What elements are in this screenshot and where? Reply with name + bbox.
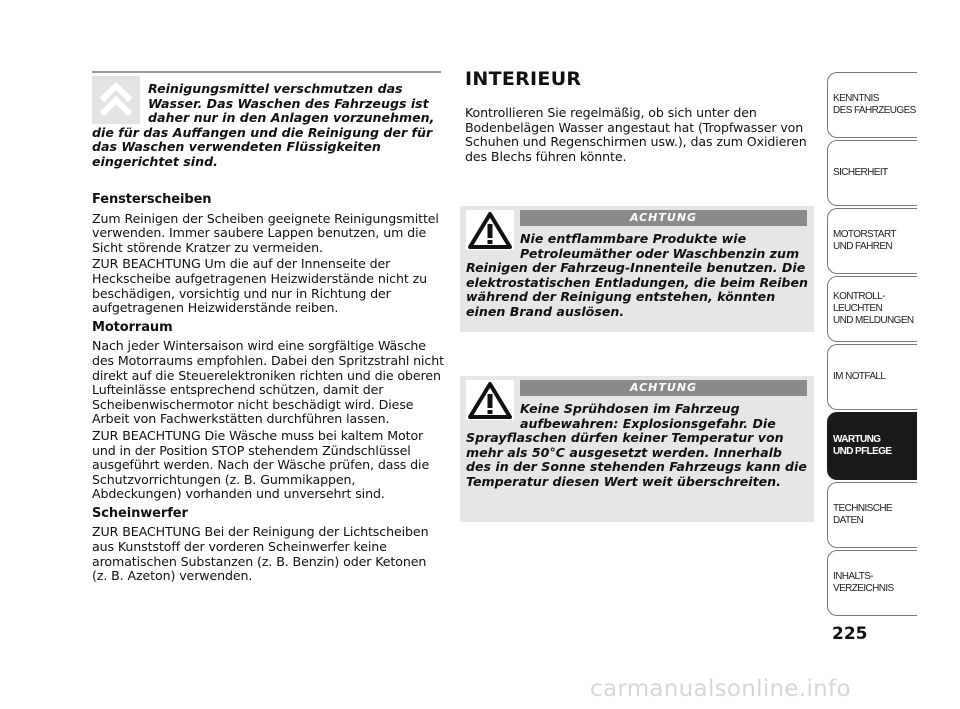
heading-fensterscheiben: Fensterscheiben [92, 192, 212, 207]
tab-motorstart[interactable]: MOTORSTART UND FAHREN [827, 208, 917, 274]
heading-scheinwerfer: Scheinwerfer [92, 505, 188, 521]
tab-im-notfall[interactable]: IM NOTFALL [827, 344, 917, 410]
paragraph-scheinwerfer: ZUR BEACHTUNG Bei der Reinigung der Lichtscheiben aus Kunststoff der vorderen Scheinwerfer keine aromatischen Substanzen (z. B. Benzin) oder Ketonen (z. B. Azeton) verwenden. [92, 524, 429, 584]
heading-motorraum: Motorraum [92, 319, 173, 335]
warning-text-1: Nie entflammbare Produkte wie Petroleumäther oder Waschbenzin zum Reinigen der Fahrzeug-Innenteile benutzen. Die elektrostatischen Entladungen, die beim Reiben während der Reinigung entstehen, könnten einen Brand auslösen. [466, 231, 808, 319]
paragraph-fensterscheiben-2: ZUR BEACHTUNG Um die auf der Innenseite der Heckscheibe aufgetragenen Heizwiderstände nicht zu beschädigen, vorsichtig und nur in Richtung der aufgetragenen Heizwiderstände reiben. [92, 256, 427, 316]
tab-technische-daten[interactable]: TECHNISCHE DATEN [827, 482, 917, 548]
achtung-label-1: ACHTUNG [520, 210, 807, 226]
paragraph-motorraum-2: ZUR BEACHTUNG Die Wäsche muss bei kaltem Motor und in der Position STOP stehendem Zündschlüssel ausgeführt werden. Nach der Wäsche prüfen, dass die Schutzvorrichtungen (z. B. Gummikappen, Abdeckungen) vorhanden und unversehrt sind. [92, 427, 430, 502]
left-body [92, 193, 444, 584]
tab-sicherheit[interactable]: SICHERHEIT [827, 140, 917, 206]
intro-paragraph: Kontrollieren Sie regelmäßig, ob sich unter den Bodenbelägen Wasser angestaut hat (Tropfwasser von Schuhen und Regenschirmen usw.), das zum Oxidieren des Blechs führen könnte. [465, 105, 807, 164]
tab-wartung-und-pflege[interactable]: WARTUNG UND PFLEGE [827, 412, 917, 480]
paragraph-fensterscheiben-1: Zum Reinigen der Scheiben geeignete Reinigungsmittel verwenden. Immer saubere Lappen benutzen, um die Sicht störende Kratzer zu vermeiden. [92, 210, 439, 255]
section-title: INTERIEUR [465, 68, 582, 90]
tab-inhaltsverzeichnis[interactable]: INHALTS- VERZEICHNIS [827, 550, 917, 616]
tab-kontrollleuchten[interactable]: KONTROLL- LEUCHTEN UND MELDUNGEN [827, 276, 917, 342]
warning-text-2: Keine Sprühdosen im Fahrzeug aufbewahren: Explosionsgefahr. Die Sprayflaschen dürfen keiner Temperatur von mehr als 50°C ausgesetzt werden. Innerhalb des in der Sonne stehenden Fahrzeugs kann die Temperatur diesen Wert weit überschreiten. [466, 401, 807, 489]
page-number: 225 [832, 624, 868, 644]
paragraph-motorraum-1: Nach jeder Wintersaison wird eine sorgfältige Wäsche des Motorraums empfohlen. Dabei den Spritzstrahl nicht direkt auf die Steuerelektroniken richten und die oberen Lufteinlässe entsprechend schützen, damit der Scheibenwischermotor nicht beschädigt wird. Diese Arbeit von Fachwerkstätten durchführen lassen. [92, 338, 444, 427]
tab-kenntnis[interactable]: KENNTNIS DES FAHRZEUGES [827, 72, 917, 138]
top-rule-left [92, 71, 441, 73]
environment-note: Reinigungsmittel verschmutzen das Wasser. Das Waschen des Fahrzeugs ist daher nur in den Anlagen vorzunehmen, die für das Auffangen und die Reinigung der für das Waschen verwendeten Flüssigkeiten eingerichtet sind. [92, 81, 435, 169]
warning-box-1 [460, 206, 814, 332]
watermark: carmanualsonline.info [590, 676, 851, 702]
warning-box-2 [460, 376, 814, 522]
achtung-label-2: ACHTUNG [520, 380, 807, 396]
